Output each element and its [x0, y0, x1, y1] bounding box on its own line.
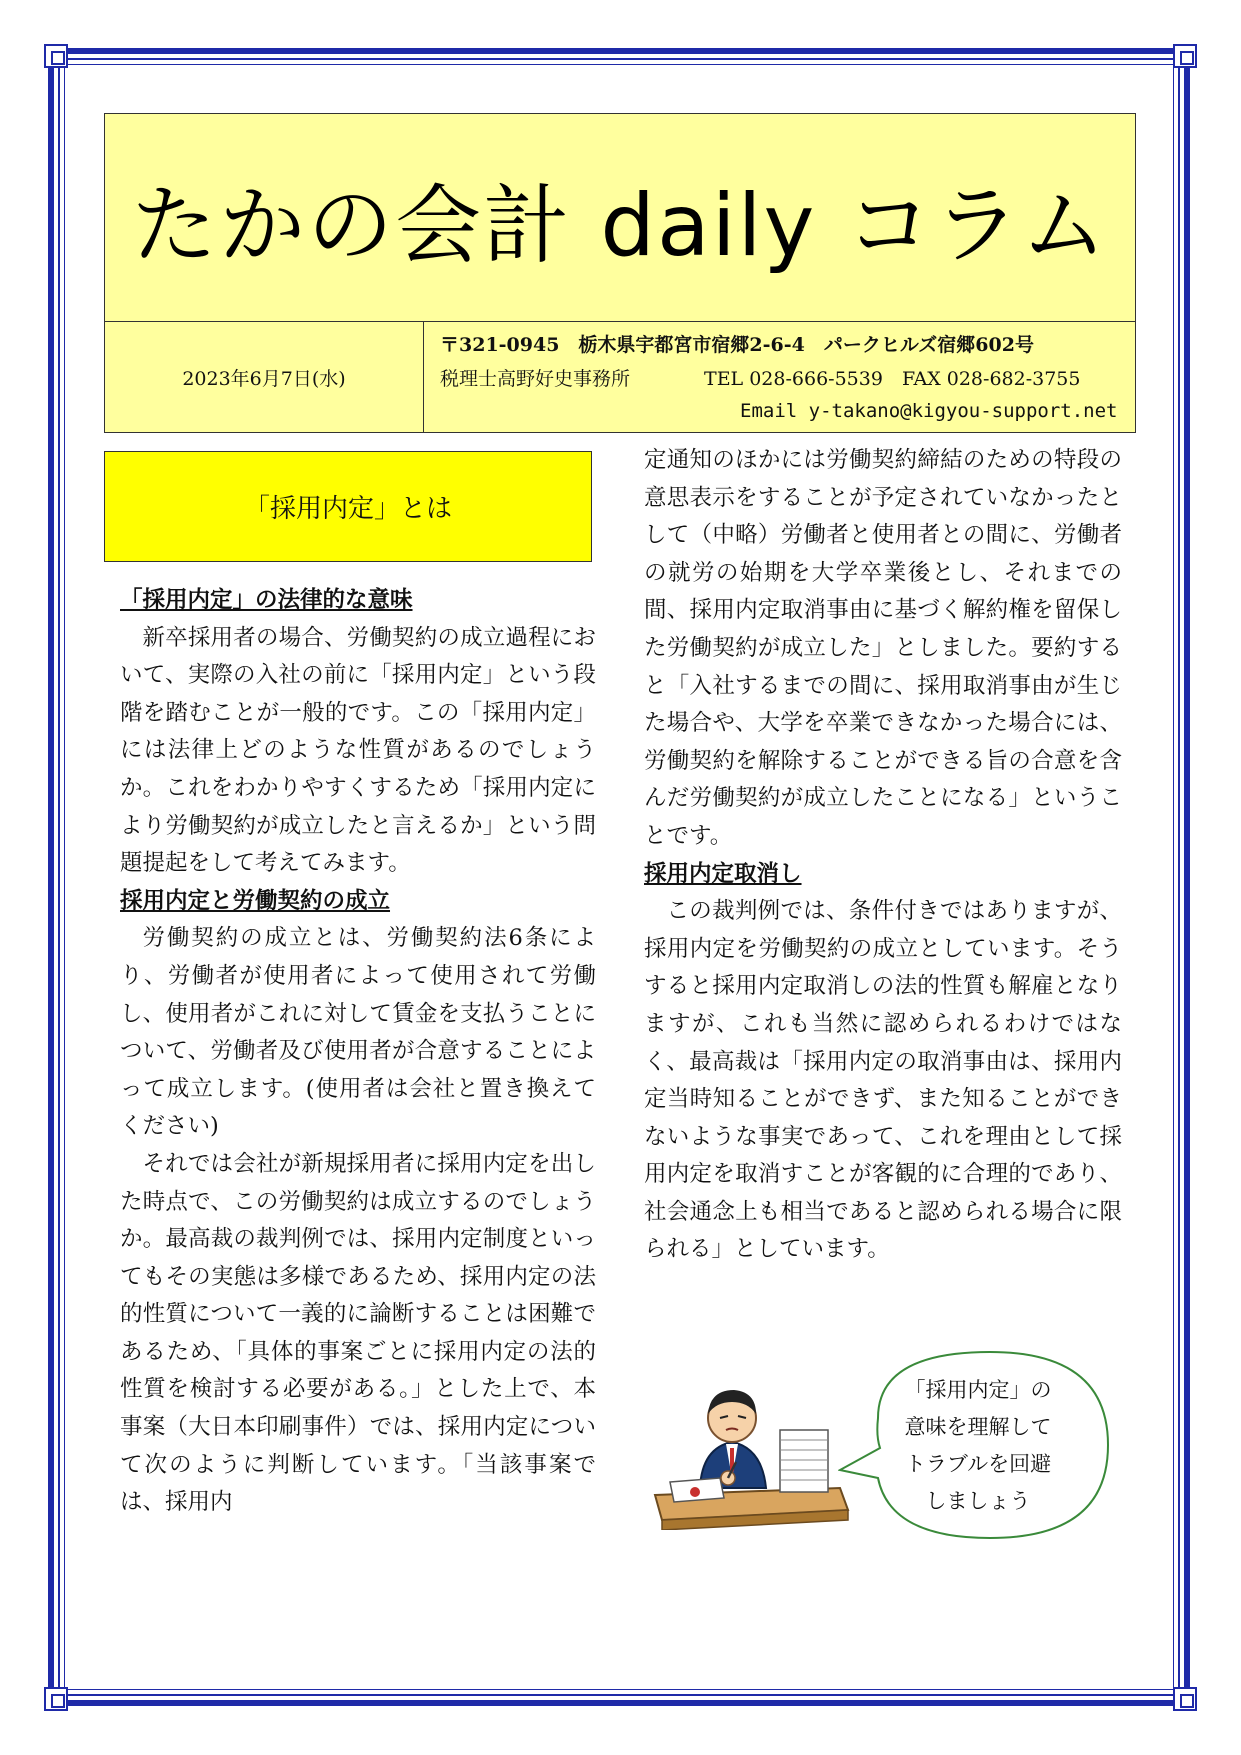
paragraph: この裁判例では、条件付きではありますが、採用内定を労働契約の成立としています。そうすると採用内定取消しの法的性質も解雇となりますが、これも当然に認められるわけではなく、最高裁は「採用内定の取消事由は、採用内定当時知ることができず、また知ることができないような事実であって、これを理由として採用内定を取消すことが客観的に合理的であり、社会通念上も相当であると認められる場合に限られる」としています。 — [644, 898, 1122, 1263]
office-tel-fax: TEL 028-666-5539 FAX 028-682-3755 — [704, 368, 1081, 390]
office-email: Email y-takano@kigyou-support.net — [740, 400, 1118, 422]
newsletter-header — [104, 113, 1136, 433]
businessman-reading-documents-illustration — [650, 1370, 850, 1530]
article-left-column — [120, 582, 596, 1522]
section-heading: 採用内定と労働契約の成立 — [120, 887, 391, 914]
office-name-contact — [440, 364, 1080, 391]
paragraph: 新卒採用者の場合、労働契約の成立過程において、実際の入社の前に「採用内定」という段階を踏むことが一般的です。この「採用内定」には法律上どのような性質があるのでしょうか。これをわかりやすくするため「採用内定により労働契約が成立したと言えるか」という問題提起をして考えてみます。 — [120, 624, 596, 877]
office-address: 〒321-0945 栃木県宇都宮市宿郷2-6-4 パークヒルズ宿郷602号 — [440, 334, 1034, 356]
section-heading: 「採用内定」の法律的な意味 — [120, 587, 413, 613]
paragraph: 労働契約の成立とは、労働契約法6条により、労働者が使用者によって使用されて労働し、使用者がこれに対して賃金を支払うことについて、労働者及び使用者が合意することによって成立します。(使用者は会社と置き換えてください) — [120, 925, 596, 1140]
section-heading: 採用内定取消し — [644, 860, 802, 887]
paragraph: 定通知のほかには労働契約締結のための特段の意思表示をすることが予定されていなかったとして（中略）労働者と使用者との間に、労働者の就労の始期を大学卒業後とし、それまでの間、採用内定取消事由に基づく解約権を留保した労働契約が成立した」としました。要約すると「入社するまでの間に、採用取消事由が生じた場合や、大学を卒業できなかった場合には、労働契約を解除することができる旨の合意を含んだ労働契約が成立したことになる」ということです。 — [644, 447, 1122, 849]
office-name: 税理士高野好史事務所 — [440, 368, 631, 390]
newsletter-title: たかの会計 daily コラム — [105, 114, 1135, 322]
paragraph: それでは会社が新規採用者に採用内定を出した時点で、この労働契約は成立するのでしょうか。最高裁の裁判例では、採用内定制度といってもその実態は多様であるため、採用内定の法的性質について一義的に論断することは困難であるため、「具体的事案ごとに採用内定の法的性質を検討する必要がある。」とした上で、本事案（大日本印刷事件）では、採用内定について次のように判断しています。「当該事案では、採用内 — [120, 1150, 596, 1516]
issue-date: 2023年6月7日(水) — [105, 322, 424, 433]
bubble-line: 「採用内定」の — [904, 1378, 1052, 1402]
speech-bubble-text — [868, 1372, 1088, 1520]
topic-heading: 「採用内定」とは — [104, 451, 592, 562]
border-corner-bottom-left — [44, 1687, 68, 1711]
border-corner-bottom-right — [1173, 1687, 1197, 1711]
border-corner-top-left — [44, 44, 68, 68]
bubble-line: トラブルを回避 — [904, 1452, 1052, 1476]
bubble-line: しましょう — [925, 1489, 1031, 1513]
article-right-column — [644, 442, 1122, 1269]
office-info — [424, 322, 1136, 433]
bubble-line: 意味を理解して — [904, 1415, 1052, 1439]
border-corner-top-right — [1173, 44, 1197, 68]
